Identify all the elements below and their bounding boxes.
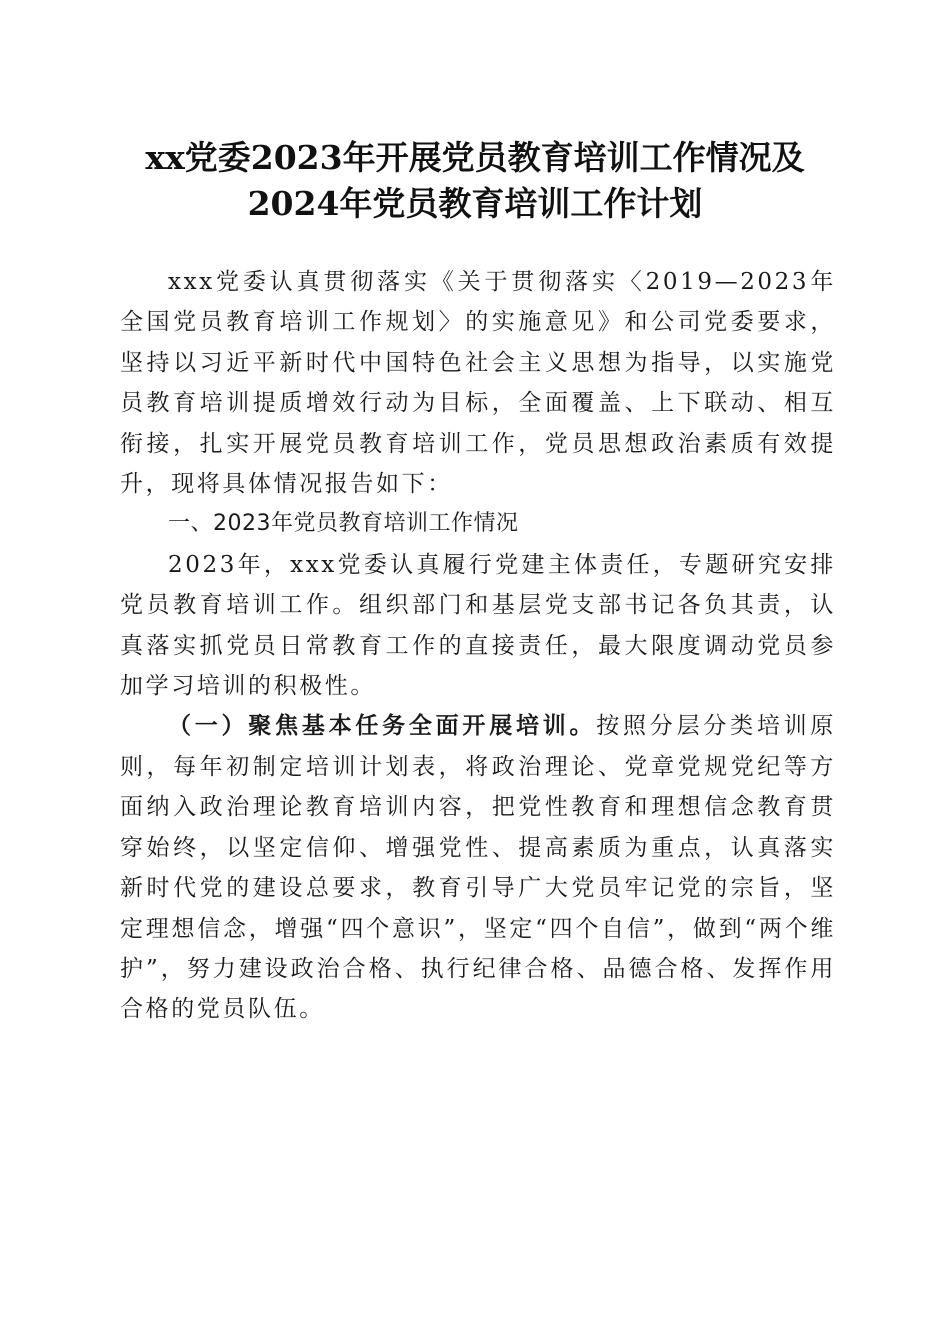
document-title-line-1: xx党委2023年开展党员教育培训工作情况及 bbox=[145, 138, 805, 177]
document-title-line-2: 2024年党员教育培训工作计划 bbox=[247, 184, 703, 223]
document-body bbox=[120, 262, 836, 1030]
subsection-1-paragraph bbox=[120, 706, 836, 1029]
subsection-1-body: 按照分层分类培训原则，每年初制定培训计划表，将政治理论、党章党规党纪等方面纳入政治理论教育培训内容，把党性教育和理想信念教育贯穿始终，以坚定信仰、增强党性、提高素质为重点，认真落实新时代党的建设总要求，教育引导广大党员牢记党的宗旨，坚定理想信念，增强“四个意识”，坚定“四个自信”，做到“两个维护”，努力建设政治合格、执行纪律合格、品德合格、发挥作用合格的党员队伍。 bbox=[120, 713, 836, 1023]
section-1-paragraph: 2023年，xxx党委认真履行党建主体责任，专题研究安排党员教育培训工作。组织部门和基层党支部书记各负其责，认真落实抓党员日常教育工作的直接责任，最大限度调动党员参加学习培训的积极性。 bbox=[120, 551, 836, 700]
intro-paragraph: xxx党委认真贯彻落实《关于贯彻落实〈2019—2023年全国党员教育培训工作规划〉的实施意见》和公司党委要求，坚持以习近平新时代中国特色社会主义思想为指导，以实施党员教育培训提质增效行动为目标，全面覆盖、上下联动、相互衔接，扎实开展党员教育培训工作，党员思想政治素质有效提升，现将具体情况报告如下： bbox=[120, 269, 836, 498]
section-1-heading: 一、2023年党员教育培训工作情况 bbox=[168, 511, 519, 537]
subsection-1-title: （一）聚焦基本任务全面开展培训。 bbox=[168, 712, 597, 740]
